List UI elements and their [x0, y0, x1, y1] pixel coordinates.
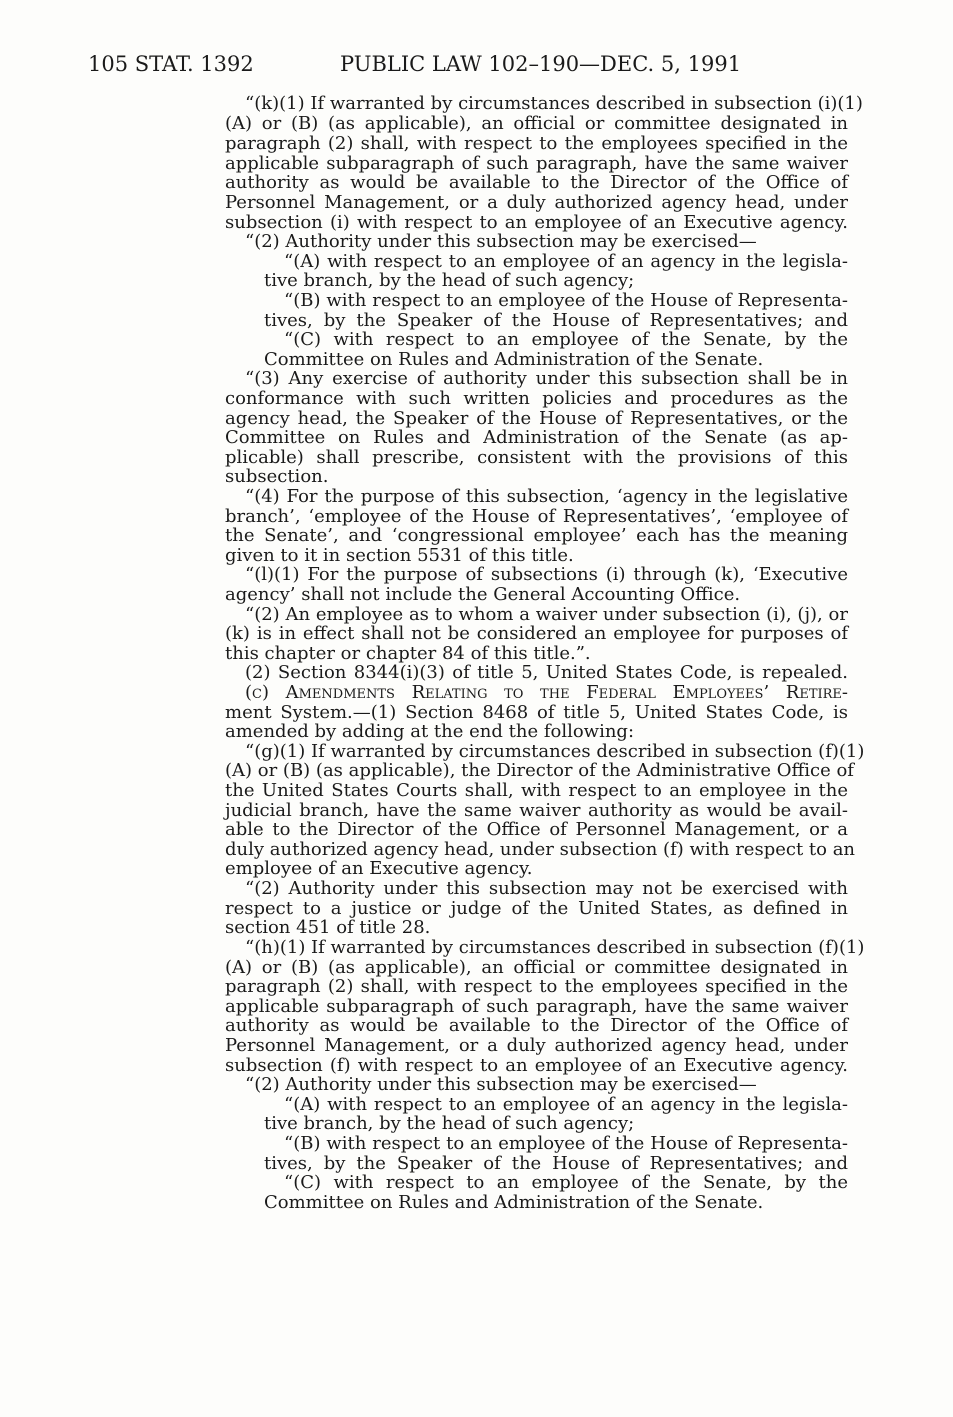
text-line: “(k)(1) If warranted by circumstances described in subsection (i)(1) — [245, 93, 863, 114]
text-line: the United States Courts shall, with respect to an employee in the — [225, 780, 848, 801]
text-line: Committee on Rules and Administration of the Senate. — [264, 349, 764, 370]
text-line: “(A) with respect to an employee of an agency in the legisla- — [284, 1094, 848, 1115]
text-line: able to the Director of the Office of Personnel Management, or a — [225, 819, 848, 840]
text-line: ment System.—(1) Section 8468 of title 5, United States Code, is — [225, 702, 848, 723]
text-line: (A) or (B) (as applicable), an official or committee designated in — [225, 957, 848, 978]
text-line: (A) or (B) (as applicable), an official or committee designated in — [225, 113, 848, 134]
text-line: paragraph (2) shall, with respect to the employees specified in the — [225, 133, 848, 154]
text-line: “(2) Authority under this subsection may be exercised— — [245, 1074, 757, 1095]
section-heading-line: (c) Amendments Relating to the Federal Employees’ Retire- — [245, 682, 848, 703]
text-line: Committee on Rules and Administration of the Senate (as ap- — [225, 427, 848, 448]
text-line: “(h)(1) If warranted by circumstances described in subsection (f)(1) — [245, 937, 865, 958]
text-line: “(2) An employee as to whom a waiver under subsection (i), (j), or — [245, 604, 848, 625]
text-line: given to it in section 5531 of this title. — [225, 545, 574, 566]
text-line: respect to a justice or judge of the United States, as defined in — [225, 898, 848, 919]
text-line: “(g)(1) If warranted by circumstances described in subsection (f)(1) — [245, 741, 865, 762]
text-line: plicable) shall prescribe, consistent with the provisions of this — [225, 447, 848, 468]
text-line: “(2) Authority under this subsection may not be exercised with — [245, 878, 848, 899]
text-line: (A) or (B) (as applicable), the Director of the Administrative Office of — [225, 760, 854, 781]
text-line: Personnel Management, or a duly authorized agency head, under — [225, 192, 848, 213]
text-line: “(4) For the purpose of this subsection, ‘agency in the legislative — [245, 486, 848, 507]
text-line: (2) Section 8344(i)(3) of title 5, United States Code, is repealed. — [245, 662, 848, 683]
text-line: tive branch, by the head of such agency; — [264, 1113, 635, 1134]
text-line: judicial branch, have the same waiver authority as would be avail- — [225, 800, 848, 821]
text-line: “(B) with respect to an employee of the House of Representa- — [284, 290, 848, 311]
text-line: conformance with such written policies and procedures as the — [225, 388, 848, 409]
text-line: authority as would be available to the Director of the Office of — [225, 172, 848, 193]
text-line: the Senate’, and ‘congressional employee’ each has the meaning — [225, 525, 848, 546]
text-line: “(l)(1) For the purpose of subsections (i) through (k), ‘Executive — [245, 564, 848, 585]
running-head: PUBLIC LAW 102–190—DEC. 5, 1991 — [340, 52, 742, 76]
text-line: tives, by the Speaker of the House of Representatives; and — [264, 1153, 848, 1174]
text-line: authority as would be available to the Director of the Office of — [225, 1015, 848, 1036]
page-number: 105 STAT. 1392 — [88, 52, 254, 76]
text-line: agency head, the Speaker of the House of Representatives, or the — [225, 408, 848, 429]
text-line: duly authorized agency head, under subsection (f) with respect to an — [225, 839, 856, 860]
text-line: “(C) with respect to an employee of the Senate, by the — [284, 1172, 848, 1193]
text-line: “(B) with respect to an employee of the House of Representa- — [284, 1133, 848, 1154]
text-line: section 451 of title 28. — [225, 917, 431, 938]
text-line: branch’, ‘employee of the House of Representatives’, ‘employee of — [225, 506, 848, 527]
text-line: paragraph (2) shall, with respect to the employees specified in the — [225, 976, 848, 997]
text-line: “(C) with respect to an employee of the Senate, by the — [284, 329, 848, 350]
text-line: tive branch, by the head of such agency; — [264, 270, 635, 291]
text-line: “(2) Authority under this subsection may be exercised— — [245, 231, 757, 252]
text-line: applicable subparagraph of such paragraph, have the same waiver — [225, 996, 848, 1017]
text-line: agency’ shall not include the General Accounting Office. — [225, 584, 741, 605]
text-line: applicable subparagraph of such paragraph, have the same waiver — [225, 153, 848, 174]
text-line: this chapter or chapter 84 of this title.”. — [225, 643, 591, 664]
text-line: Personnel Management, or a duly authorized agency head, under — [225, 1035, 848, 1056]
text-line: amended by adding at the end the following: — [225, 721, 635, 742]
text-line: subsection (f) with respect to an employee of an Executive agency. — [225, 1055, 848, 1076]
text-line: subsection (i) with respect to an employee of an Executive agency. — [225, 212, 848, 233]
text-line: employee of an Executive agency. — [225, 858, 533, 879]
text-line: tives, by the Speaker of the House of Representatives; and — [264, 310, 848, 331]
text-line: Committee on Rules and Administration of the Senate. — [264, 1192, 764, 1213]
text-line: “(3) Any exercise of authority under this subsection shall be in — [245, 368, 848, 389]
text-line: subsection. — [225, 466, 329, 487]
text-line: “(A) with respect to an employee of an agency in the legisla- — [284, 251, 848, 272]
text-line: (k) is in effect shall not be considered an employee for purposes of — [225, 623, 848, 644]
